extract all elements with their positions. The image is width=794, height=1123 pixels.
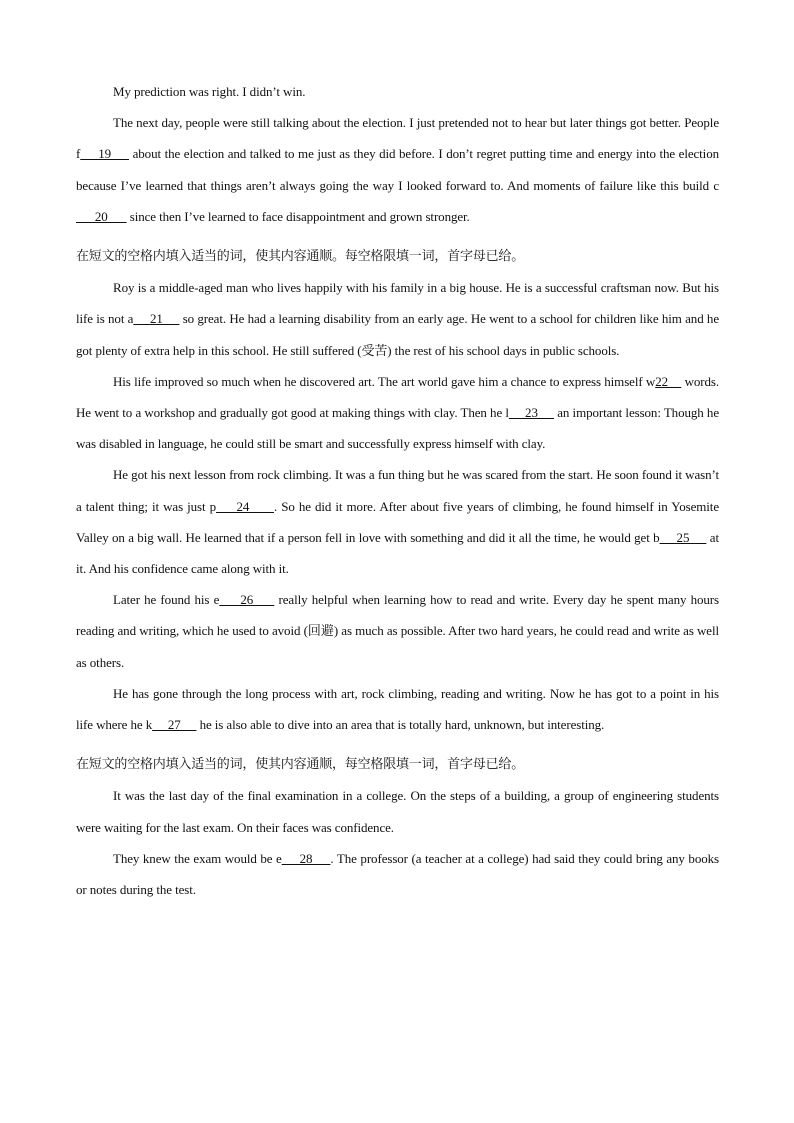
text-run: . So he did it more. After about five years of climbing, he found himself in Yosemite Valley on a big wall. He learned that if a person fell in love with something and did it all the time, he would get b — [76, 498, 719, 545]
answer-blank-28[interactable]: 28 — [281, 850, 331, 866]
section-spacer — [76, 740, 719, 749]
text-run: Later he found his e — [113, 592, 220, 608]
text-run: words. He went to a workshop and gradually got good at making things with clay. Then he l — [76, 373, 720, 421]
answer-blank-21[interactable]: 21 — [133, 311, 180, 327]
answer-blank-22[interactable]: 22 — [655, 373, 682, 389]
text-run: His life improved so much when he discovered art. The art world gave him a chance to express himself w — [113, 373, 656, 389]
paragraph — [76, 780, 719, 842]
text-run: The next day, people were still talking about the election. I just pretended not to hear but later things got better. People f — [76, 115, 719, 162]
answer-blank-19[interactable]: 19 — [80, 146, 130, 162]
answer-blank-25[interactable]: 25 — [659, 529, 707, 545]
paragraph — [76, 76, 719, 107]
answer-blank-23[interactable]: 23 — [508, 405, 555, 421]
section-instruction: 在短文的空格内填入适当的词，使其内容通顺，每空格限填一词，首字母已给。 — [76, 757, 525, 773]
paragraph — [76, 272, 719, 366]
paragraph — [76, 366, 719, 460]
text-run: Roy is a middle-aged man who lives happily with his family in a big house. He is a successful craftsman now. But his life is not a — [76, 280, 719, 327]
paragraph — [76, 107, 719, 232]
answer-blank-20[interactable]: 20 — [76, 208, 127, 224]
text-run: an important lesson: Though he was disabled in language, he could still be smart and successfully express himself with clay. — [76, 405, 719, 452]
document-content — [76, 76, 719, 905]
text-run: about the election and talked to me just as they did before. I don’t regret putting time and energy into the election because I’ve learned that things aren’t always going the way I looked forward to. And moments of failure like this build c — [76, 146, 719, 193]
paragraph — [76, 584, 719, 678]
text-run: really helpful when learning how to read and write. Every day he spent many hours reading and writing, which he used to avoid (回避) as much as possible. After two hard years, he could read and write as well as others. — [76, 592, 719, 670]
paragraph — [76, 843, 719, 905]
answer-blank-26[interactable]: 26 — [219, 592, 275, 608]
paragraph — [76, 678, 719, 740]
text-run: It was the last day of the final examination in a college. On the steps of a building, a group of engineering students were waiting for the last exam. On their faces was confidence. — [76, 788, 719, 835]
text-run: since then I’ve learned to face disappointment and grown stronger. — [126, 208, 470, 224]
text-run: They knew the exam would be e — [113, 850, 282, 866]
text-run: so great. He had a learning disability from an early age. He went to a school for children like him and he got plenty of extra help in this school. He still suffered (受苦) the rest of his school days in public schools. — [76, 311, 719, 358]
section-spacer — [76, 232, 719, 241]
text-run: He got his next lesson from rock climbing. It was a fun thing but he was scared from the start. He soon found it wasn’t a talent thing; it was just p — [76, 467, 719, 514]
paragraph — [76, 459, 719, 584]
section-instruction: 在短文的空格内填入适当的词，使其内容通顺。每空格限填一词，首字母已给。 — [76, 249, 525, 265]
text-run: He has gone through the long process with art, rock climbing, reading and writing. Now he has got to a point in his life where he k — [76, 685, 719, 733]
answer-blank-27[interactable]: 27 — [152, 717, 197, 733]
text-run: at it. And his confidence came along with it. — [76, 529, 719, 577]
text-run: My prediction was right. I didn’t win. — [113, 84, 306, 99]
text-run: he is also able to dive into an area that is totally hard, unknown, but interesting. — [196, 717, 605, 733]
text-run: . The professor (a teacher at a college) had said they could bring any books or notes during the test. — [76, 850, 719, 898]
answer-blank-24[interactable]: 24 — [216, 498, 274, 514]
